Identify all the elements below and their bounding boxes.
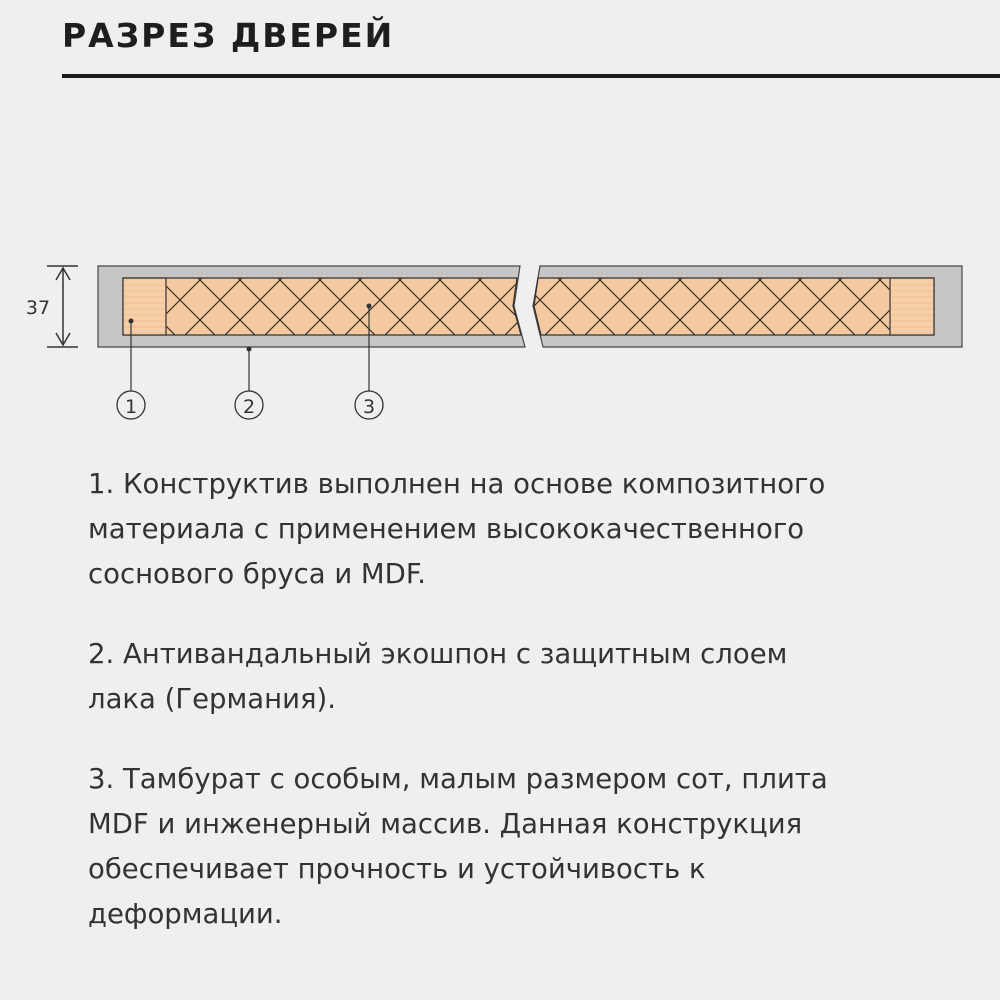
pine-frame-left xyxy=(123,278,166,335)
callout-2-label: 2 xyxy=(242,396,256,418)
door-cross-section-diagram xyxy=(0,0,1000,440)
description-item-3: 3. Тамбурат с особым, малым размером сот, плита MDF и инженерный массив. Данная конструкция обеспечивает прочность и устойчивость к деформации. xyxy=(88,763,828,930)
callout-1-label: 1 xyxy=(124,396,138,418)
description-item-2: 2. Антивандальный экошпон с защитным слоем лака (Германия). xyxy=(88,638,788,715)
thickness-label: 37 xyxy=(25,297,51,319)
pine-frame-right xyxy=(890,278,934,335)
callout-2 xyxy=(235,347,263,420)
page-title: РАЗРЕЗ ДВЕРЕЙ xyxy=(62,16,395,55)
honeycomb-core-left xyxy=(123,278,521,335)
thickness-dimension xyxy=(26,266,78,347)
honeycomb-core-right xyxy=(534,278,934,335)
door-section-right xyxy=(533,266,962,347)
description-item-1: 1. Конструктив выполнен на основе композитного материала с применением высококачественного соснового бруса и MDF. xyxy=(88,468,826,590)
door-section-left xyxy=(98,266,525,347)
callout-3-label: 3 xyxy=(362,396,376,418)
